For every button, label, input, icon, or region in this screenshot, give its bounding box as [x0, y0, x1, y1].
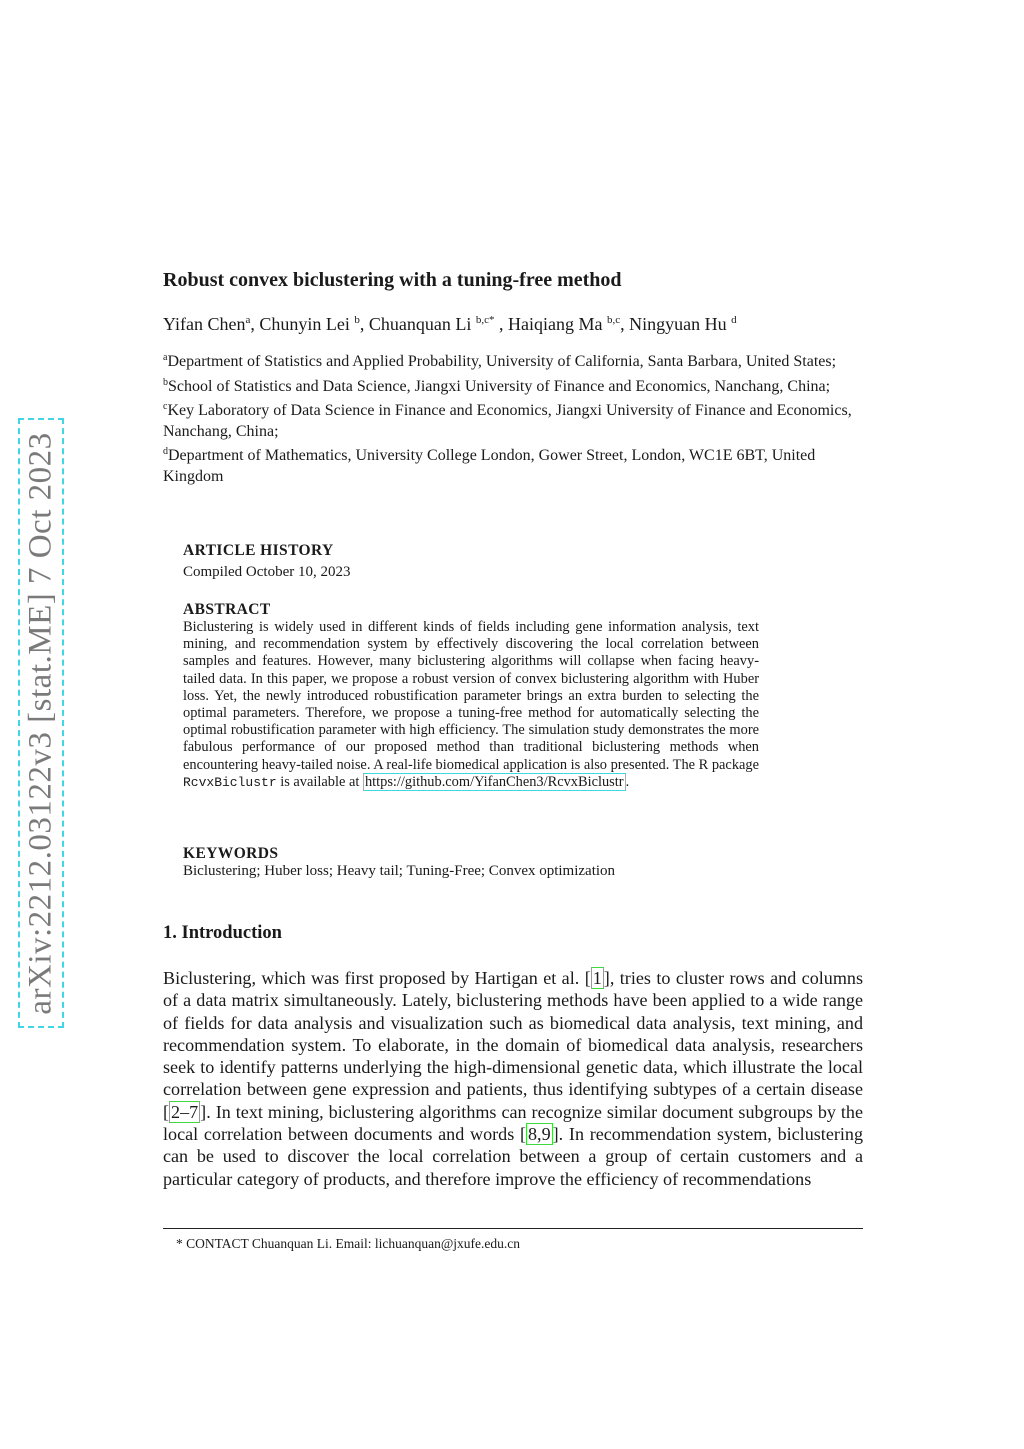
author-affil-marker: b,c — [607, 314, 621, 326]
affiliation-item — [163, 348, 863, 373]
affiliation-marker: b — [163, 376, 168, 388]
footnote-divider — [163, 1228, 863, 1229]
article-history-heading: ARTICLE HISTORY — [183, 542, 334, 559]
author-affil-marker: b — [354, 314, 360, 326]
arxiv-identifier-text: arXiv:2212.03122v3 [stat.ME] 7 Oct 2023 — [22, 431, 59, 1015]
affiliation-item — [163, 397, 863, 442]
keywords-list: Biclustering; Huber loss; Heavy tail; Tuning-Free; Convex optimization — [183, 863, 616, 879]
affiliation-marker: a — [163, 352, 168, 363]
affiliation-text: School of Statistics and Data Science, Jiangxi University of Finance and Economics, Nanchang, China; — [168, 377, 831, 395]
introduction-paragraph: Biclustering, which was first proposed by Hartigan et al. [ 1 ], tries to cluster rows and columns of a data matrix simultaneously. Lately, biclustering methods have been applied to a wide range of fields for data analysis and visualization such as biomedical data analysis, text mining, and recommendation system. To elaborate, in the domain of biomedical data analysis, researchers seek to identify patterns underlying the high-dimensional genetic data, which illustrate the local correlation between gene expression and patients, thus identifying subtypes of a certain disease [ 2–7 ]. In text mining, biclustering algorithms can recognize similar document subgroups by the local correlation between documents and words [ 8,9 ]. In recommendation system, biclustering can be used to discover the local correlation between a group of certain customers and a particular category of products, and therefore improve the efficiency of recommendations — [163, 968, 863, 1189]
author-name: Yifan Chen — [163, 314, 246, 334]
affiliation-item — [163, 373, 863, 398]
affiliation-text: Department of Statistics and Applied Probability, University of California, Santa Barbara, United States; — [167, 353, 837, 370]
github-link[interactable]: https://github.com/YifanChen3/RcvxBiclustr — [364, 773, 624, 790]
package-name: RcvxBiclustr — [183, 774, 277, 790]
intro-text: . In recommendation system, biclustering can be used to discover the local correlation between a group of certain customers and a particular category of products, and therefore improve the efficiency of recommendations — [163, 1124, 863, 1189]
abstract-heading: ABSTRACT — [183, 601, 271, 618]
author-name: , Chuanquan Li — [359, 314, 476, 334]
abstract-text: Biclustering is widely used in different kinds of fields including gene information analysis, text mining, and recommendation system by effectively discovering the local correlation between samples and features. However, many biclustering algorithms will collapse when facing heavy-tailed data. In this paper, we propose a robust version of convex biclustering algorithm with Huber loss. Yet, the newly introduced robustification parameter brings an extra burden to selecting the optimal parameters. Therefore, we propose a tuning-free method for automatically selecting the optimal robustification parameter with high efficiency. The simulation study demonstrates the more fabulous performance of our proposed method than traditional biclustering methods when encountering heavy-tailed noise. A real-life biomedical application is also presented. The R package — [183, 619, 759, 773]
affiliation-marker: c — [163, 401, 168, 413]
paper-title: Robust convex biclustering with a tuning-free method — [163, 269, 622, 291]
intro-text: , tries to cluster rows and columns of a data matrix simultaneously. Lately, biclustering methods have been applied to a wide range of fields for data analysis and visualization such as biomedical data analysis, text mining, and recommendation system. To elaborate, in the domain of biomedical data analysis, researchers seek to identify patterns underlying the high-dimensional genetic data, which illustrate the local correlation between gene expression and patients, thus identifying subtypes of a certain disease — [163, 968, 863, 1100]
affiliation-text: Key Laboratory of Data Science in Finance and Economics, Jiangxi University of Finance and Economics, Nanchang, China; — [163, 402, 852, 440]
affiliation-marker: d — [163, 446, 168, 458]
arxiv-identifier-link[interactable] — [18, 418, 64, 1028]
introduction-heading: 1. Introduction — [163, 923, 282, 943]
citation-link[interactable]: 8,9 — [528, 1124, 551, 1145]
compiled-date: Compiled October 10, 2023 — [183, 564, 351, 580]
citation-link[interactable]: 1 — [592, 968, 602, 988]
keywords-heading: KEYWORDS — [183, 845, 279, 862]
author-affil-marker: a — [245, 314, 251, 326]
intro-text: Biclustering, which was first proposed by Hartigan et al. — [163, 968, 585, 988]
affiliation-text: Department of Mathematics, University College London, Gower Street, London, WC1E 6BT, United Kingdom — [163, 447, 816, 485]
abstract-body — [183, 619, 759, 791]
author-affil-marker: b,c* — [475, 314, 495, 326]
author-name: , Chunyin Lei — [250, 314, 355, 334]
citation-link[interactable]: 2–7 — [171, 1101, 199, 1122]
author-name: , Ningyuan Hu — [620, 314, 732, 334]
abstract-text-end: . — [625, 773, 630, 790]
author-affil-marker: d — [731, 314, 737, 326]
abstract-text-availability: is available at — [276, 773, 363, 790]
affiliation-item — [163, 442, 863, 487]
intro-text: . In text mining, biclustering algorithms can recognize similar document subgroups by the local correlation between documents and words — [163, 1101, 863, 1145]
affiliation-list — [163, 348, 863, 488]
author-name: , Haiqiang Ma — [494, 314, 607, 334]
author-list — [163, 314, 737, 335]
contact-footnote: * CONTACT Chuanquan Li. Email: lichuanquan@jxufe.edu.cn — [176, 1236, 521, 1251]
